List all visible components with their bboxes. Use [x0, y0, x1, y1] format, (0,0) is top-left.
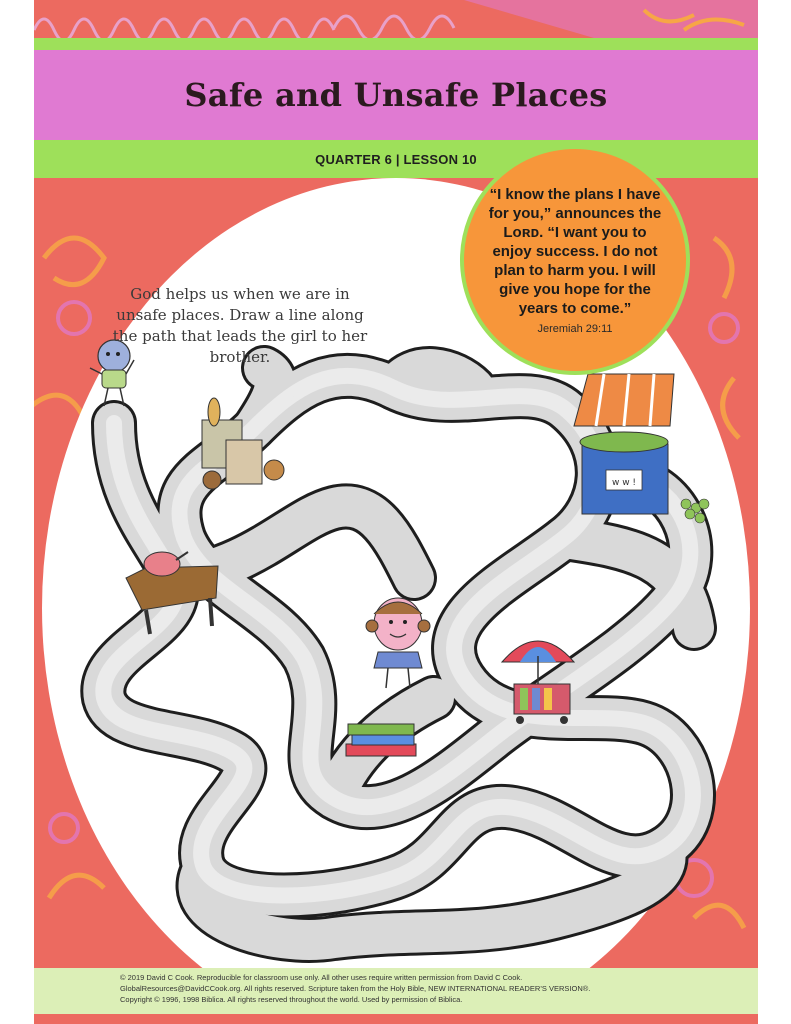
- verse-text: “I know the plans I have for you,” announces the Lᴏʀᴅ. “I want you to enjoy success. I do not plan to harm you. I will give you hope for the years to come.”: [488, 186, 662, 317]
- copyright-footer: [34, 968, 758, 1014]
- copyright-line-1: © 2019 David C Cook. Reproducible for classroom use only. All other uses require written permission from David C Cook.: [120, 973, 523, 982]
- green-stripe-top: [34, 38, 758, 50]
- swirl-pattern: [34, 0, 758, 38]
- decorative-pattern-top: [34, 0, 758, 38]
- instructions-text: God helps us when we are in unsafe places. Draw a line along the path that leads the girl to her brother.: [112, 285, 368, 366]
- copyright-line-3: Copyright © 1996, 1998 Biblica. All rights reserved throughout the world. Used by permission of Biblica.: [120, 995, 463, 1004]
- title-band: [34, 50, 758, 140]
- verse-reference: Jeremiah 29:11: [537, 323, 613, 335]
- worksheet-page: [34, 0, 758, 1024]
- decorative-stripe-bottom: [34, 1014, 758, 1024]
- copyright-line-2: GlobalResources@DavidCCook.org. All rights reserved. Scripture taken from the Holy Bible, NEW INTERNATIONAL READER’S VERSION®.: [120, 984, 591, 993]
- food-stall-illustration: [574, 374, 709, 523]
- stall-sign: w w !: [611, 478, 637, 488]
- girl-character: [366, 598, 430, 688]
- stacked-books-illustration: [346, 724, 416, 756]
- page-title: Safe and Unsafe Places: [184, 76, 608, 114]
- lesson-label: QUARTER 6 | LESSON 10: [315, 151, 477, 167]
- bible-verse-circle: [460, 145, 690, 375]
